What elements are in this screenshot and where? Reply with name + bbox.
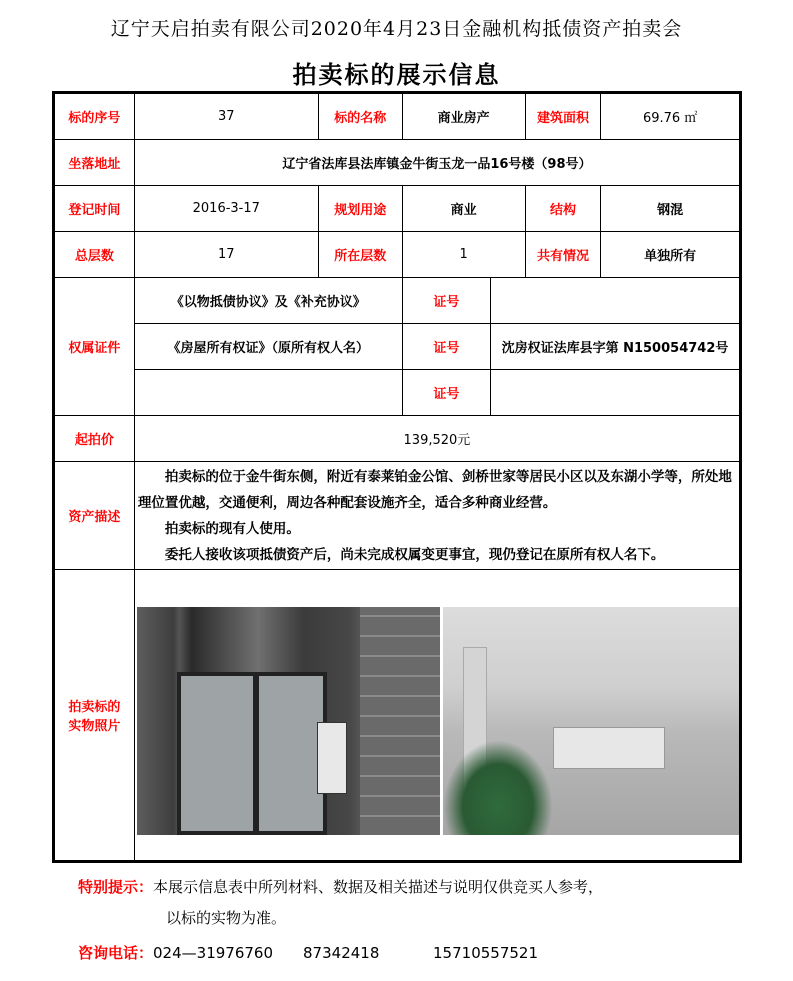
phone-number: 87342418 [303,944,380,962]
ownership-label: 权属证件 [55,278,135,416]
reg-time-value: 2016-3-17 [134,186,318,232]
floors-label: 总层数 [55,232,135,278]
phone-number: 15710557521 [433,944,538,962]
storefront-photo [137,607,440,835]
ownership-doc: 《以物抵债协议》及《补充协议》 [134,278,402,324]
notice-text-continued: 以标的实物为准。 [166,909,287,927]
notice-text: 本展示信息表中所列材料、数据及相关描述与说明仅供竞买人参考， [153,878,604,896]
floors-value: 17 [134,232,318,278]
cert-no-label: 证号 [402,324,490,370]
lot-no-value: 37 [134,94,318,140]
potted-plant [443,740,553,835]
description-label: 资产描述 [55,462,135,570]
page-title: 拍卖标的展示信息 [292,60,501,89]
structure-value: 钢混 [601,186,740,232]
glass-door [177,672,327,835]
table-row [55,186,740,232]
name-label: 标的名称 [318,94,402,140]
name-value: 商业房产 [402,94,525,140]
cert-no-value [490,370,739,416]
table-row [55,140,740,186]
floor-value: 1 [402,232,525,278]
share-value: 单独所有 [601,232,740,278]
auction-header: 辽宁天启拍卖有限公司2020年4月23日金融机构抵债资产拍卖会 [110,18,683,40]
table-row [55,416,740,462]
cert-no-value [490,278,739,324]
start-price-value: 139,520元 [134,416,739,462]
usage-label: 规划用途 [318,186,402,232]
usage-value: 商业 [402,186,525,232]
door-sign [317,722,347,794]
cert-no-label: 证号 [402,370,490,416]
ownership-doc: 《房屋所有权证》（原所有权人名） [134,324,402,370]
photos-cell [134,570,739,861]
photos-label-line: 实物照片 [68,719,121,734]
interior-photo [443,607,740,835]
table-row [55,94,740,140]
info-table [54,93,740,861]
lot-no-label: 标的序号 [55,94,135,140]
description-text [134,462,739,570]
cert-no-label: 证号 [402,278,490,324]
start-price-label: 起拍价 [55,416,135,462]
notice-line [78,876,603,897]
table-row [55,570,740,861]
description-paragraph: 拍卖标的位于金牛街东侧，附近有泰莱铂金公馆、剑桥世家等居民小区以及东湖小学等，所处地理位置优越，交通便利，周边各种配套设施齐全，适合多种商业经营。 [137,468,732,511]
area-value: 69.76 ㎡ [601,94,740,140]
stone-wall [360,607,440,835]
contact-line [78,942,538,963]
cert-no-value: 沈房权证法库县字第 N150054742号 [490,324,739,370]
phone-number: 024—31976760 [153,944,273,962]
contact-label: 咨询电话： [78,944,154,962]
reg-time-label: 登记时间 [55,186,135,232]
table-row [55,278,740,324]
area-label: 建筑面积 [525,94,601,140]
address-label: 坐落地址 [55,140,135,186]
photos-area [135,570,739,860]
table-row [55,324,740,370]
table-row [55,232,740,278]
table-row [55,370,740,416]
address-value: 辽宁省法库县法库镇金牛街玉龙一品16号楼（98号） [134,140,739,186]
photos-label [55,570,135,861]
ownership-doc [134,370,402,416]
description-paragraph: 委托人接收该项抵债资产后，尚未完成权属变更事宜，现仍登记在原所有权人名下。 [164,546,665,563]
notice-label: 特别提示： [78,878,154,896]
table-row [55,462,740,570]
counter [553,727,665,769]
floor-label: 所在层数 [318,232,402,278]
description-paragraph: 拍卖标的现有人使用。 [164,520,300,537]
photos-label-line: 拍卖标的 [68,700,121,715]
share-label: 共有情况 [525,232,601,278]
structure-label: 结构 [525,186,601,232]
